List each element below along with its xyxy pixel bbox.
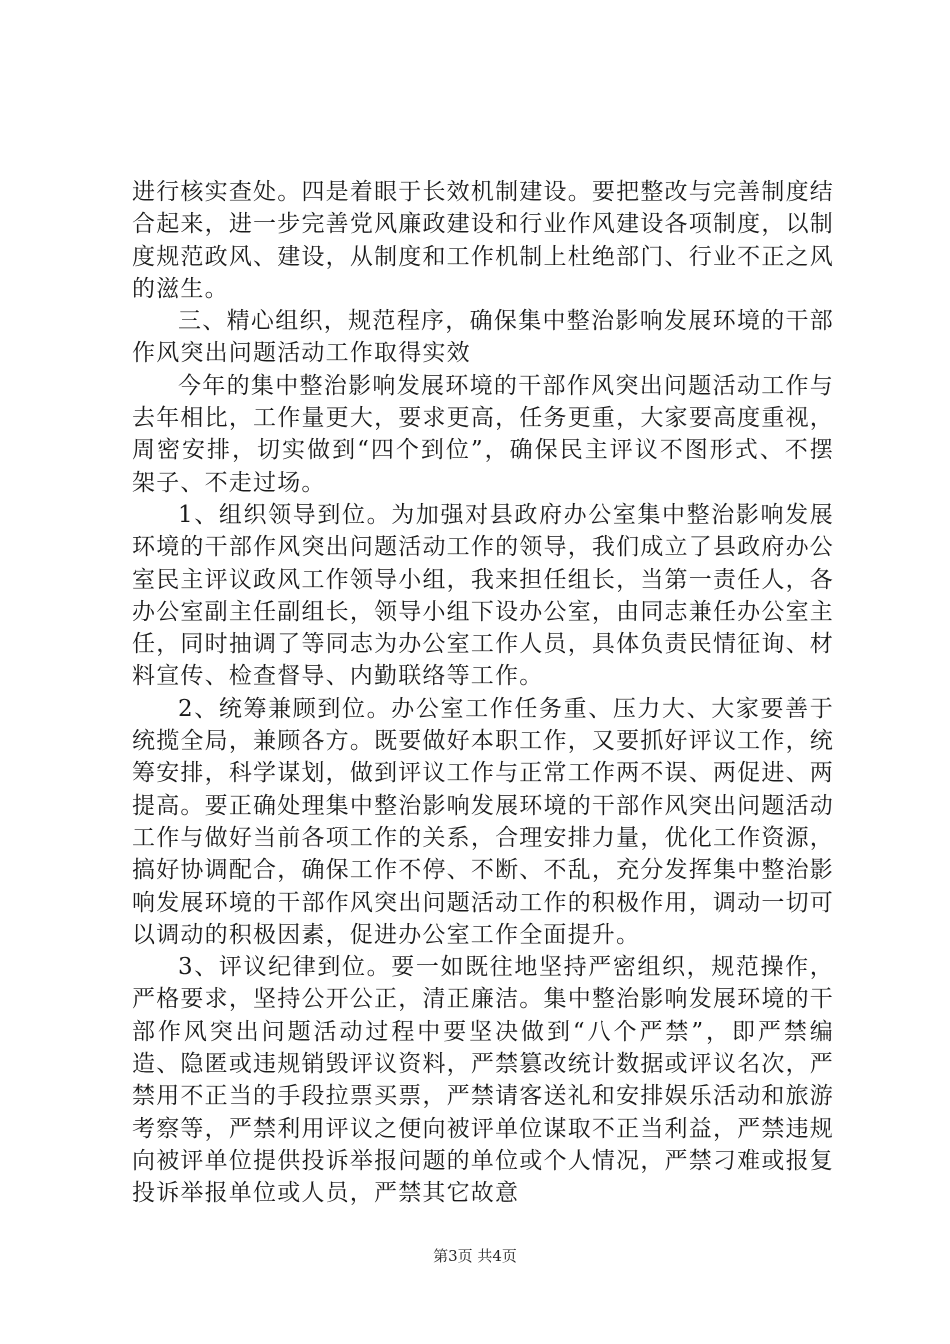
page-footer	[0, 1245, 950, 1266]
section-heading-3: 三、精心组织，规范程序，确保集中整治影响发展环境的干部作风突出问题活动工作取得实效	[132, 308, 834, 367]
paragraph-item-2: 2、统筹兼顾到位。办公室工作任务重、压力大、大家要善于统揽全局，兼顾各方。既要做好本职工作，又要抓好评议工作，统筹安排，科学谋划，做到评议工作与正常工作两不误、两促进、两提高。要正确处理集中整治影响发展环境的干部作风突出问题活动工作与做好当前各项工作的关系，合理安排力量，优化工作资源，搞好协调配合，确保工作不停、不断、不乱，充分发挥集中整治影响发展环境的干部作风突出问题活动工作的积极作用，调动一切可以调动的积极因素，促进办公室工作全面提升。	[132, 695, 834, 948]
page-number: 第3页 共4页	[433, 1247, 517, 1265]
document-body	[132, 176, 834, 1210]
paragraph-continuation: 进行核实查处。四是着眼于长效机制建设。要把整改与完善制度结合起来，进一步完善党风廉政建设和行业作风建设各项制度，以制度规范政风、建设，从制度和工作机制上杜绝部门、行业不正之风的滋生。	[132, 179, 834, 302]
paragraph-item-3: 3、评议纪律到位。要一如既往地坚持严密组织，规范操作，严格要求，坚持公开公正，清正廉洁。集中整治影响发展环境的干部作风突出问题活动过程中要坚决做到“八个严禁”，即严禁编造、隐匿或违规销毁评议资料，严禁篡改统计数据或评议名次，严禁用不正当的手段拉票买票，严禁请客送礼和安排娱乐活动和旅游考察等，严禁利用评议之便向被评单位谋取不正当利益，严禁违规向被评单位提供投诉举报问题的单位或个人情况，严禁刁难或报复投诉举报单位或人员，严禁其它故意	[132, 954, 834, 1207]
paragraph-item-1: 1、组织领导到位。为加强对县政府办公室集中整治影响发展环境的干部作风突出问题活动工作的领导，我们成立了县政府办公室民主评议政风工作领导小组，我来担任组长，当第一责任人，各办公室副主任副组长，领导小组下设办公室，由同志兼任办公室主任，同时抽调了等同志为办公室工作人员，具体负责民情征询、材料宣传、检查督导、内勤联络等工作。	[132, 501, 834, 690]
paragraph-intro: 今年的集中整治影响发展环境的干部作风突出问题活动工作与去年相比，工作量更大，要求更高，任务更重，大家要高度重视，周密安排，切实做到“四个到位”，确保民主评议不图形式、不摆架子、不走过场。	[132, 372, 834, 496]
